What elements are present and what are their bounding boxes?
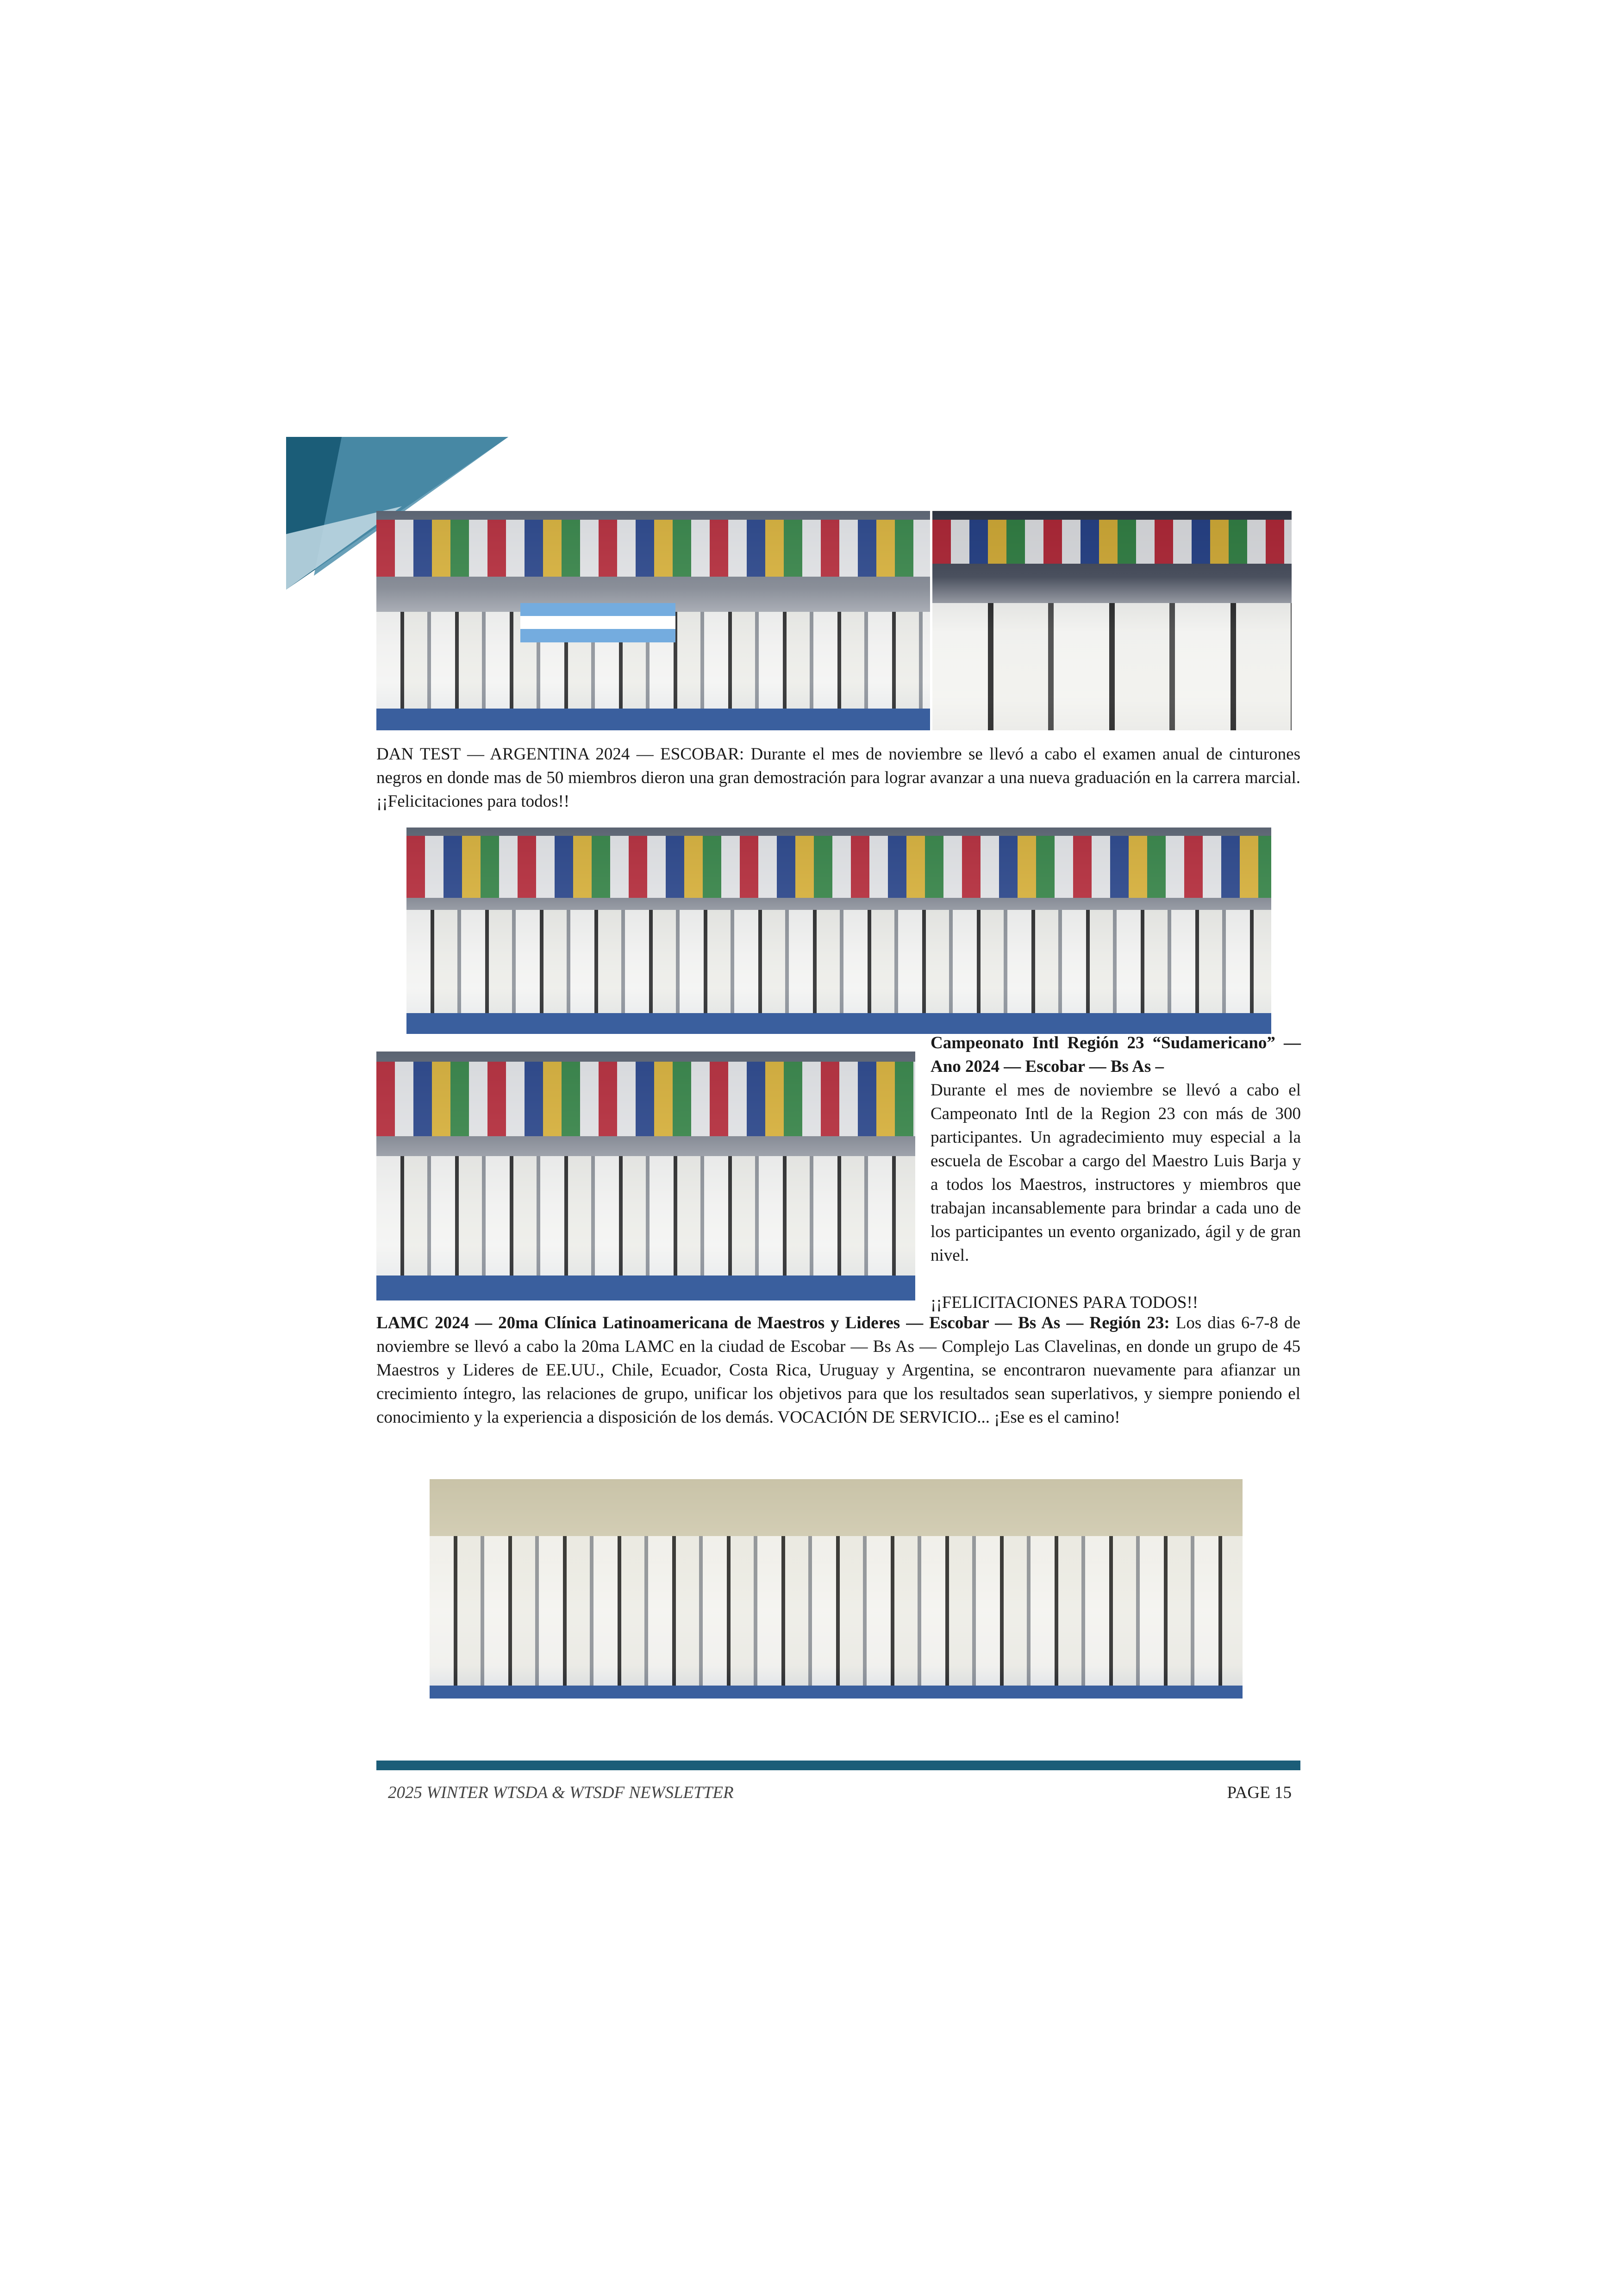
campeonato-closing: ¡¡FELICITACIONES PARA TODOS!!: [931, 1293, 1199, 1312]
lamc-text: [376, 1311, 1300, 1429]
lamc-title: LAMC 2024 — 20ma Clínica Latinoamericana de Maestros y Lideres — Escobar — Bs As — Región 23:: [376, 1313, 1170, 1332]
campeonato-body: Durante el mes de noviembre se llevó a cabo el Campeonato Intl de la Region 23 con más de 300 participantes. Un agradecimiento muy especial a la escuela de Escobar a cargo del Maestro Luis Barja y a todos los Maestros, instructores y miembros que trabajan incansablemente para brindar a cada uno de los participantes un evento organizado, ágil y de gran nivel.: [931, 1081, 1301, 1265]
footer-newsletter-title: 2025 WINTER WTSDA & WTSDF NEWSLETTER: [388, 1783, 734, 1802]
dan-test-paragraph: DAN TEST — ARGENTINA 2024 — ESCOBAR: Durante el mes de noviembre se llevó a cabo el examen anual de cinturones negros en donde mas de 50 miembros dieron una gran demostración para lograr avanzar a una nueva graduación en la carrera marcial. ¡¡Felicitaciones para todos!!: [376, 745, 1300, 811]
photo-region-23-group: [406, 828, 1271, 1034]
campeonato-block: [931, 1031, 1301, 1314]
photo-campeonato-trophies: [376, 1052, 915, 1300]
footer-rule: [376, 1761, 1300, 1770]
photo-lamc-group: [430, 1479, 1243, 1699]
footer-page-number: PAGE 15: [1227, 1783, 1292, 1802]
campeonato-title: Campeonato Intl Región 23 “Sudamericano” — Ano 2024 — Escobar — Bs As –: [931, 1033, 1301, 1076]
lamc-body: Los dias 6-7-8 de noviembre se llevó a cabo la 20ma LAMC en la ciudad de Escobar — Bs As — Complejo Las Clavelinas, en donde un grupo de 45 Maestros y Lideres de EE.UU., Chile, Ecuador, Costa Rica, Uruguay y Argentina, se encontraron nuevamente para afianzar un crecimiento íntegro, las relaciones de grupo, unificar los objetivos para que los resultados sean superlativos, y siempre poniendo el conocimiento y la experiencia a disposición de los demás. VOCACIÓN DE SERVICIO... ¡Ese es el camino!: [376, 1313, 1300, 1427]
dan-test-text: [376, 742, 1300, 813]
photo-dan-test-award: [932, 511, 1292, 730]
photo-dan-test-group: [376, 511, 930, 730]
